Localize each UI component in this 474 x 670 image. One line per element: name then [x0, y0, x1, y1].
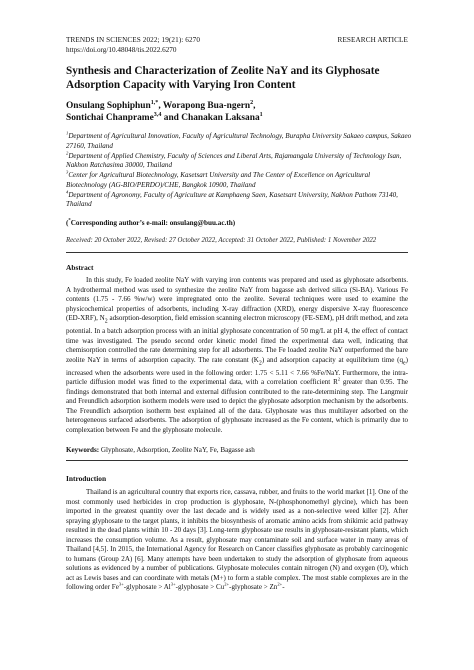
doi-link[interactable]: https://doi.org/10.48048/tis.2022.6270 — [66, 46, 177, 54]
introduction-text: Thailand is an agricultural country that exports rice, cassava, rubber, and fruits to the world market [1]. One of the most commonly used herbicides in crop production is glyphosate, N-(phosphonomethyl glycine), which has been imported in the greatest quantity over the last decade and is widely used as a non-selective weed killer [2]. After spraying glyphosate to the target plants, it inhibits the biosynthesis of aromatic amino acids from shikimic acid pathway resulted in the dead plants within 10 - 20 days [3]. Long-term glyphosate use results in glyphosate-resistant plants, which increases the consumption volume. As a result, glyphosate may contaminate soil and surface water in many areas of Thailand [4,5]. In 2015, the International Agency for Research on Cancer classifies glyphosate as probably carcinogenic to humans (Group 2A) [6]. Many attempts have been undertaken to study the adsorption of glyphosate from aqueous solutions as evidenced by a number of publications. Glyphosate molecules contain nitrogen (N) and oxygen (O), which act as Lewis bases and can coordinate with metals (M+) to form a stable complex. The most stable complexes are in the following order $Fe^{3+}$-glyphosate > $Al^{3+}$-glyphosate > $Cu^{2+}$-glyphosate > $Zn^{2+}-$ — [66, 488, 409, 592]
corresponding-author: (*Corresponding author’s e-mail: onsulang@buu.ac.th) — [66, 218, 236, 227]
affiliation-2: $^2$Department of Applied Chemistry, Faculty of Sciences and Liberal Arts, Rajamangala University of Technology Isan, Nakhon Ratchasima 30000, Thailand — [66, 150, 402, 169]
introduction-heading: Introduction — [66, 474, 107, 483]
keywords: Keywords: Glyphosate, Adsorption, Zeolite NaY, Fe, Bagasse ash — [66, 446, 255, 454]
article-title: Synthesis and Characterization of Zeolite NaY and its Glyphosate Adsorption Capacity with Varying Iron Content — [66, 65, 380, 91]
author-line-2: Sontichai Chanprame$^{3,4}$ and Chanakan Laksana$^1$ — [66, 111, 263, 123]
affiliations — [66, 132, 412, 210]
author-list — [66, 100, 408, 124]
author-line-1: Onsulang Sophiphun$^{1,*}$, Worapong Bua-ngern$^2$, — [66, 99, 256, 111]
abstract-heading: Abstract — [66, 263, 94, 272]
article-type: RESEARCH ARTICLE — [337, 36, 408, 44]
abstract-text: In this study, Fe loaded zeolite NaY with varying iron contents was prepared and used as glyphosate adsorbents. A hydrothermal method was used to synthesize the zeolite NaY from bagasse ash derived silica (Si-BA). Various Fe contents (1.75 - 7.66 %w/w) were impregnated onto the zeolite. Several techniques were used to examine the physicochemical properties of adsorbents, including X-ray diffraction (XRD), energy dispersive X-ray fluorescence (ED-XRF), $N_2$ adsorption-desorption, field emission scanning electron microscopy (FE-SEM), pH drift method, and zeta potential. In a batch adsorption process with an initial glyphosate concentration of 50 mg/L at pH 4, the effect of contact time was investigated. The pseudo second order kinetic model fitted the experimental data well, indicating that chemisorption controlled the rate determining step for all adsorbents. The Fe loaded zeolite NaY outperformed the bare zeolite NaY in terms of adsorption capacity. The rate constant $(K_2)$ and adsorption capacity at equilibrium time $(q_e)$ increased when the adsorbents were used in the following order: 1.75 < 5.11 < 7.66 %Fe/NaY. Furthermore, the intra-particle diffusion model was fitted to the experimental data, with a correlation coefficient $R^2$ greater than 0.95. The findings demonstrated that both internal and external diffusion contributed to the rate-determining step. The Langmuir and Freundlich adsorption isotherm models were used to depict the glyphosate adsorption mechanism by the adsorbents. The Freundlich adsorption isotherm best explained all of the data. Glyphosate was thus multilayer adsorbed on the heterogeneous surfaced adsorbents. The adsorption of glyphosate increased as the Fe content, which is primarily due to complexation between Fe and the glyphosate molecule. — [66, 276, 408, 435]
divider-top — [66, 252, 408, 253]
journal-citation: TRENDS IN SCIENCES 2022; 19(21): 6270 — [66, 36, 201, 44]
affiliation-4: $^4$Department of Agronomy, Faculty of Agriculture at Kamphaeng Saen, Kasetsart University, Nakhon Pathom 73140, Thailand — [66, 189, 398, 208]
affiliation-1: $^1$Department of Agricultural Innovation, Faculty of Agricultural Technology, Burapha University Sakaeo campus, Sakaeo 27160, Thailand — [66, 130, 412, 150]
divider-bottom — [66, 460, 408, 461]
affiliation-3: $^3$Center for Agricultural Biotechnology, Kasetsart University and The Center of Excellence on Agricultural Biotechnology (AG-BIO/PERDO)/CHE, Bangkok 10900, Thailand — [66, 169, 371, 189]
publication-dates: Received: 20 October 2022, Revised: 27 October 2022, Accepted: 31 October 2022, Published: 1 November 2022 — [66, 237, 377, 244]
